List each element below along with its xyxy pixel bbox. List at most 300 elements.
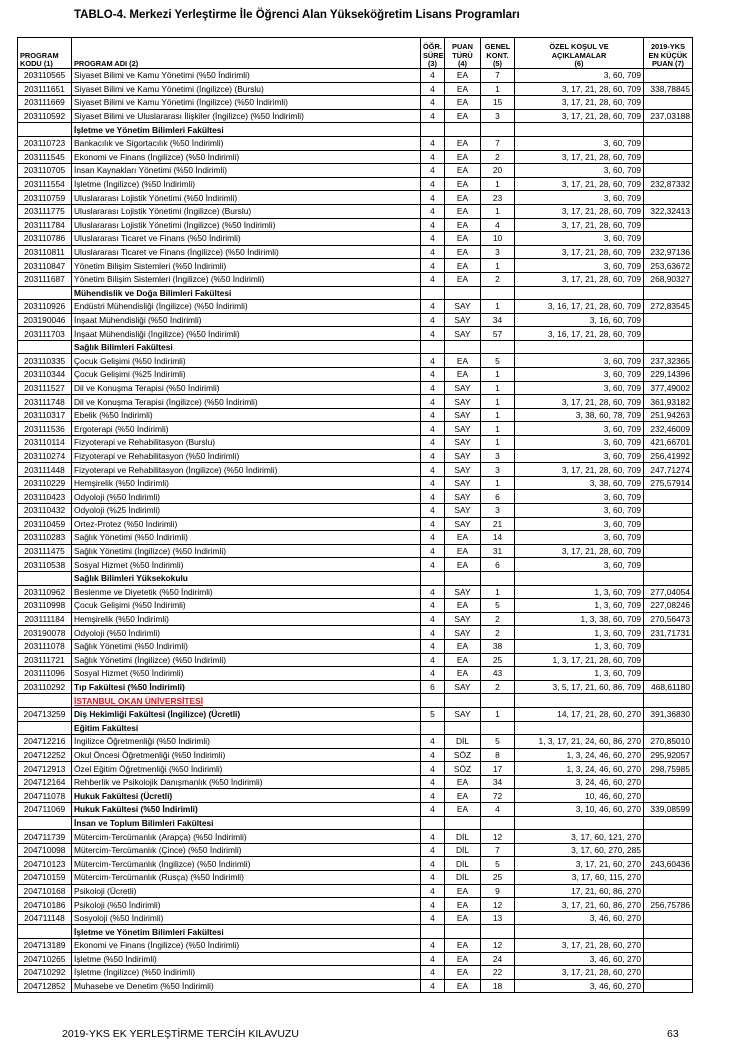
conditions-cell: 3, 60, 709 — [515, 449, 644, 463]
table-row — [18, 599, 693, 613]
program-name-cell: İSTANBUL OKAN ÜNİVERSİTESİ — [72, 694, 421, 708]
min-score-cell: 247,71274 — [644, 463, 693, 477]
min-score-cell — [644, 979, 693, 993]
conditions-cell: 17, 21, 60, 86, 270 — [515, 884, 644, 898]
score-type-cell: EA — [445, 558, 481, 572]
program-name-cell: Hemşirelik (%50 İndirimli) — [72, 612, 421, 626]
min-score-cell — [644, 218, 693, 232]
table-row — [18, 911, 693, 925]
quota-cell: 6 — [481, 558, 515, 572]
conditions-cell — [515, 694, 644, 708]
quota-cell: 1 — [481, 476, 515, 490]
conditions-cell: 14, 17, 21, 28, 60, 270 — [515, 707, 644, 721]
score-type-cell: EA — [445, 354, 481, 368]
min-score-cell — [644, 775, 693, 789]
table-row — [18, 585, 693, 599]
score-type-cell: SAY — [445, 395, 481, 409]
quota-cell: 1 — [481, 436, 515, 450]
min-score-cell: 275,57914 — [644, 476, 693, 490]
program-name-cell: İşletme ve Yönetim Bilimleri Fakültesi — [72, 925, 421, 939]
program-name-cell: Psikoloji (%50 İndirimli) — [72, 898, 421, 912]
conditions-cell: 3, 5, 17, 21, 60, 86, 709 — [515, 680, 644, 694]
score-type-cell — [445, 571, 481, 585]
program-code-cell: 203110926 — [18, 300, 72, 314]
program-code-cell: 203111096 — [18, 667, 72, 681]
score-type-cell — [445, 925, 481, 939]
program-code-cell: 203110292 — [18, 680, 72, 694]
table-row — [18, 136, 693, 150]
program-name-cell: Uluslararası Ticaret ve Finans (%50 İndirimli) — [72, 232, 421, 246]
quota-cell: 24 — [481, 952, 515, 966]
table-row — [18, 408, 693, 422]
quota-cell: 15 — [481, 96, 515, 110]
conditions-cell: 3, 17, 60, 115, 270 — [515, 871, 644, 885]
duration-cell: 4 — [421, 259, 445, 273]
program-name-cell: Sağlık Bilimleri Fakültesi — [72, 340, 421, 354]
program-name-cell: Fizyoterapi ve Rehabilitasyon (İngilizce) (%50 İndirimli) — [72, 463, 421, 477]
quota-cell — [481, 816, 515, 830]
quota-cell: 38 — [481, 639, 515, 653]
program-name-cell: Mütercim-Tercümanlık (Çince) (%50 İndirimli) — [72, 843, 421, 857]
table-row — [18, 639, 693, 653]
table-row — [18, 653, 693, 667]
program-code-cell — [18, 571, 72, 585]
min-score-cell: 232,46009 — [644, 422, 693, 436]
score-type-cell: SAY — [445, 476, 481, 490]
program-code-cell: 203110538 — [18, 558, 72, 572]
min-score-cell: 272,83545 — [644, 300, 693, 314]
program-code-cell: 203111687 — [18, 272, 72, 286]
conditions-cell: 3, 17, 21, 28, 60, 709 — [515, 463, 644, 477]
header-quota: GENEL KONT. (5) — [481, 38, 515, 69]
conditions-cell: 10, 46, 60, 270 — [515, 789, 644, 803]
score-type-cell: EA — [445, 531, 481, 545]
program-code-cell: 203190078 — [18, 626, 72, 640]
conditions-cell: 1, 3, 17, 21, 24, 60, 86, 270 — [515, 735, 644, 749]
table-row — [18, 218, 693, 232]
score-type-cell: SAY — [445, 517, 481, 531]
program-code-cell: 203110592 — [18, 109, 72, 123]
score-type-cell: EA — [445, 653, 481, 667]
score-type-cell: EA — [445, 898, 481, 912]
program-name-cell: Mütercim-Tercümanlık (Arapça) (%50 İndirimli) — [72, 830, 421, 844]
quota-cell: 5 — [481, 599, 515, 613]
program-code-cell: 203111669 — [18, 96, 72, 110]
min-score-cell — [644, 531, 693, 545]
program-code-cell: 204710159 — [18, 871, 72, 885]
program-code-cell: 203110759 — [18, 191, 72, 205]
quota-cell: 1 — [481, 422, 515, 436]
duration-cell: 4 — [421, 300, 445, 314]
program-name-cell: Ortez-Protez (%50 İndirimli) — [72, 517, 421, 531]
quota-cell — [481, 694, 515, 708]
conditions-cell: 1, 3, 60, 709 — [515, 639, 644, 653]
program-name-cell: Mütercim-Tercümanlık (Rusça) (%50 İndirimli) — [72, 871, 421, 885]
min-score-cell: 232,87332 — [644, 177, 693, 191]
quota-cell: 14 — [481, 531, 515, 545]
duration-cell: 4 — [421, 789, 445, 803]
conditions-cell: 3, 60, 709 — [515, 381, 644, 395]
min-score-cell — [644, 286, 693, 300]
min-score-cell — [644, 653, 693, 667]
score-type-cell: EA — [445, 639, 481, 653]
duration-cell: 4 — [421, 898, 445, 912]
program-code-cell: 204710168 — [18, 884, 72, 898]
duration-cell: 4 — [421, 558, 445, 572]
min-score-cell: 391,36830 — [644, 707, 693, 721]
duration-cell: 4 — [421, 69, 445, 83]
quota-cell: 22 — [481, 966, 515, 980]
table-row — [18, 69, 693, 83]
score-type-cell: EA — [445, 939, 481, 953]
program-code-cell: 203111748 — [18, 395, 72, 409]
program-name-cell: Sağlık Yönetimi (%50 İndirimli) — [72, 531, 421, 545]
table-row — [18, 707, 693, 721]
program-code-cell: 203110335 — [18, 354, 72, 368]
conditions-cell: 1, 3, 24, 46, 60, 270 — [515, 762, 644, 776]
conditions-cell: 3, 60, 709 — [515, 232, 644, 246]
program-code-cell: 203110344 — [18, 368, 72, 382]
min-score-cell — [644, 327, 693, 341]
program-code-cell — [18, 816, 72, 830]
program-name-cell: İnsan Kaynakları Yönetimi (%50 İndirimli) — [72, 164, 421, 178]
duration-cell: 4 — [421, 639, 445, 653]
conditions-cell — [515, 286, 644, 300]
min-score-cell — [644, 164, 693, 178]
table-row — [18, 476, 693, 490]
program-code-cell: 203110114 — [18, 436, 72, 450]
min-score-cell — [644, 69, 693, 83]
score-type-cell: DİL — [445, 871, 481, 885]
program-name-cell: Odyoloji (%50 İndirimli) — [72, 490, 421, 504]
program-name-cell: İnsan ve Toplum Bilimleri Fakültesi — [72, 816, 421, 830]
conditions-cell — [515, 571, 644, 585]
min-score-cell: 231,71731 — [644, 626, 693, 640]
quota-cell: 3 — [481, 504, 515, 518]
min-score-cell: 229,14396 — [644, 368, 693, 382]
table-row — [18, 381, 693, 395]
quota-cell: 3 — [481, 449, 515, 463]
duration-cell: 4 — [421, 966, 445, 980]
program-name-cell: Özel Eğitim Öğretmenliği (%50 İndirimli) — [72, 762, 421, 776]
program-code-cell: 203110283 — [18, 531, 72, 545]
faculty-heading-row — [18, 286, 693, 300]
duration-cell: 4 — [421, 327, 445, 341]
program-code-cell: 203110229 — [18, 476, 72, 490]
duration-cell: 4 — [421, 667, 445, 681]
conditions-cell: 3, 24, 46, 60, 270 — [515, 775, 644, 789]
faculty-heading-row — [18, 816, 693, 830]
quota-cell: 25 — [481, 871, 515, 885]
program-code-cell: 204710186 — [18, 898, 72, 912]
program-code-cell: 204710292 — [18, 966, 72, 980]
page-number: 63 — [667, 1028, 679, 1040]
program-name-cell: Odyoloji (%25 İndirimli) — [72, 504, 421, 518]
quota-cell: 20 — [481, 164, 515, 178]
quota-cell — [481, 925, 515, 939]
program-name-cell: Rehberlik ve Psikolojik Danışmanlık (%50 İndirimli) — [72, 775, 421, 789]
conditions-cell: 3, 60, 709 — [515, 259, 644, 273]
program-name-cell: Uluslararası Lojistik Yönetimi (%50 İndirimli) — [72, 191, 421, 205]
conditions-cell: 3, 38, 60, 78, 709 — [515, 408, 644, 422]
min-score-cell — [644, 925, 693, 939]
header-program-code: PROGRAM KODU (1) — [18, 38, 72, 69]
program-code-cell: 203111775 — [18, 204, 72, 218]
header-program-name: PROGRAM ADI (2) — [72, 38, 421, 69]
duration-cell: 4 — [421, 504, 445, 518]
program-name-cell: Mütercim-Tercümanlık (İngilizce) (%50 İndirimli) — [72, 857, 421, 871]
conditions-cell: 3, 16, 17, 21, 28, 60, 709 — [515, 327, 644, 341]
program-name-cell: Çocuk Gelişimi (%50 İndirimli) — [72, 599, 421, 613]
program-code-cell: 204711739 — [18, 830, 72, 844]
table-row — [18, 748, 693, 762]
score-type-cell: SAY — [445, 327, 481, 341]
program-name-cell: Tıp Fakültesi (%50 İndirimli) — [72, 680, 421, 694]
table-row — [18, 177, 693, 191]
score-type-cell: SAY — [445, 422, 481, 436]
table-row — [18, 612, 693, 626]
duration-cell: 4 — [421, 531, 445, 545]
conditions-cell: 3, 10, 46, 60, 270 — [515, 803, 644, 817]
quota-cell — [481, 571, 515, 585]
program-name-cell: Yönetim Bilişim Sistemleri (İngilizce) (%50 İndirimli) — [72, 272, 421, 286]
score-type-cell: EA — [445, 218, 481, 232]
program-code-cell: 203110565 — [18, 69, 72, 83]
quota-cell: 21 — [481, 517, 515, 531]
table-row — [18, 667, 693, 681]
min-score-cell — [644, 966, 693, 980]
quota-cell: 2 — [481, 272, 515, 286]
min-score-cell: 277,04054 — [644, 585, 693, 599]
quota-cell: 1 — [481, 585, 515, 599]
score-type-cell: EA — [445, 191, 481, 205]
quota-cell: 1 — [481, 408, 515, 422]
score-type-cell: SAY — [445, 504, 481, 518]
conditions-cell: 3, 60, 709 — [515, 191, 644, 205]
conditions-cell: 3, 60, 709 — [515, 436, 644, 450]
score-type-cell: SAY — [445, 300, 481, 314]
quota-cell: 12 — [481, 830, 515, 844]
table-row — [18, 191, 693, 205]
program-name-cell: Siyaset Bilimi ve Uluslararası İlişkiler (İngilizce) (%50 İndirimli) — [72, 109, 421, 123]
program-name-cell: Sosyal Hizmet (%50 İndirimli) — [72, 667, 421, 681]
header-conditions: ÖZEL KOŞUL VE AÇIKLAMALAR (6) — [515, 38, 644, 69]
quota-cell: 1 — [481, 381, 515, 395]
program-code-cell: 203110432 — [18, 504, 72, 518]
score-type-cell: SAY — [445, 381, 481, 395]
table-row — [18, 204, 693, 218]
min-score-cell: 270,56473 — [644, 612, 693, 626]
score-type-cell: SAY — [445, 680, 481, 694]
score-type-cell: EA — [445, 109, 481, 123]
quota-cell: 2 — [481, 612, 515, 626]
quota-cell: 12 — [481, 939, 515, 953]
table-row — [18, 966, 693, 980]
table-body — [18, 69, 693, 993]
duration-cell: 4 — [421, 490, 445, 504]
program-code-cell: 203111448 — [18, 463, 72, 477]
table-row — [18, 762, 693, 776]
program-name-cell: Diş Hekimliği Fakültesi (İngilizce) (Ücretli) — [72, 707, 421, 721]
min-score-cell — [644, 871, 693, 885]
program-name-cell: Sağlık Yönetimi (İngilizce) (%50 İndirimli) — [72, 544, 421, 558]
program-name-cell: Muhasebe ve Denetim (%50 İndirimli) — [72, 979, 421, 993]
table-row — [18, 96, 693, 110]
table-row — [18, 109, 693, 123]
quota-cell: 3 — [481, 463, 515, 477]
table-row — [18, 857, 693, 871]
conditions-cell: 3, 17, 21, 28, 60, 709 — [515, 109, 644, 123]
duration-cell: 4 — [421, 843, 445, 857]
conditions-cell: 3, 17, 21, 60, 270 — [515, 857, 644, 871]
score-type-cell: SÖZ — [445, 762, 481, 776]
conditions-cell: 1, 3, 24, 46, 60, 270 — [515, 748, 644, 762]
min-score-cell: 256,41992 — [644, 449, 693, 463]
min-score-cell — [644, 517, 693, 531]
table-row — [18, 871, 693, 885]
program-name-cell: Hukuk Fakültesi (%50 İndirimli) — [72, 803, 421, 817]
program-name-cell: Psikoloji (Ücretli) — [72, 884, 421, 898]
program-code-cell: 203111078 — [18, 639, 72, 653]
conditions-cell: 1, 3, 60, 709 — [515, 585, 644, 599]
program-code-cell: 204712913 — [18, 762, 72, 776]
table-row — [18, 272, 693, 286]
duration-cell: 4 — [421, 82, 445, 96]
table-row — [18, 789, 693, 803]
min-score-cell — [644, 136, 693, 150]
duration-cell: 4 — [421, 204, 445, 218]
conditions-cell: 3, 17, 21, 60, 86, 270 — [515, 898, 644, 912]
quota-cell: 5 — [481, 857, 515, 871]
program-name-cell: Uluslararası Ticaret ve Finans (İngilizce) (%50 İndirimli) — [72, 245, 421, 259]
table-row — [18, 449, 693, 463]
faculty-heading-row — [18, 571, 693, 585]
quota-cell: 7 — [481, 69, 515, 83]
program-name-cell: Siyaset Bilimi ve Kamu Yönetimi (İngilizce) (%50 İndirimli) — [72, 96, 421, 110]
duration-cell: 4 — [421, 775, 445, 789]
duration-cell — [421, 816, 445, 830]
score-type-cell: EA — [445, 150, 481, 164]
conditions-cell: 3, 17, 21, 28, 60, 270 — [515, 966, 644, 980]
score-type-cell: DİL — [445, 830, 481, 844]
program-name-cell: Eğitim Fakültesi — [72, 721, 421, 735]
min-score-cell: 232,97136 — [644, 245, 693, 259]
program-name-cell: İnşaat Mühendisliği (%50 İndirimli) — [72, 313, 421, 327]
table-row — [18, 327, 693, 341]
min-score-cell — [644, 694, 693, 708]
conditions-cell: 3, 60, 709 — [515, 531, 644, 545]
duration-cell: 4 — [421, 272, 445, 286]
program-name-cell: İşletme (%50 İndirimli) — [72, 952, 421, 966]
program-name-cell: Beslenme ve Diyetetik (%50 İndirimli) — [72, 585, 421, 599]
program-name-cell: İşletme ve Yönetim Bilimleri Fakültesi — [72, 123, 421, 137]
duration-cell — [421, 340, 445, 354]
min-score-cell — [644, 952, 693, 966]
table-row — [18, 463, 693, 477]
conditions-cell: 3, 16, 17, 21, 28, 60, 709 — [515, 300, 644, 314]
quota-cell: 1 — [481, 177, 515, 191]
university-heading-row — [18, 694, 693, 708]
duration-cell: 4 — [421, 449, 445, 463]
duration-cell: 4 — [421, 871, 445, 885]
program-code-cell: 204710098 — [18, 843, 72, 857]
duration-cell: 4 — [421, 911, 445, 925]
quota-cell: 13 — [481, 911, 515, 925]
program-code-cell: 203111527 — [18, 381, 72, 395]
table-row — [18, 313, 693, 327]
duration-cell — [421, 721, 445, 735]
program-code-cell: 204713189 — [18, 939, 72, 953]
program-code-cell: 203111651 — [18, 82, 72, 96]
duration-cell — [421, 286, 445, 300]
table-row — [18, 259, 693, 273]
conditions-cell: 3, 16, 60, 709 — [515, 313, 644, 327]
duration-cell: 4 — [421, 177, 445, 191]
program-name-cell: Siyaset Bilimi ve Kamu Yönetimi (%50 İndirimli) — [72, 69, 421, 83]
score-type-cell: SAY — [445, 707, 481, 721]
score-type-cell: EA — [445, 164, 481, 178]
min-score-cell: 270,85010 — [644, 735, 693, 749]
score-type-cell: EA — [445, 259, 481, 273]
score-type-cell — [445, 286, 481, 300]
score-type-cell: EA — [445, 911, 481, 925]
program-name-cell: Çocuk Gelişimi (%50 İndirimli) — [72, 354, 421, 368]
min-score-cell: 377,49002 — [644, 381, 693, 395]
table-row — [18, 150, 693, 164]
score-type-cell: SAY — [445, 585, 481, 599]
table-row — [18, 939, 693, 953]
table-row — [18, 558, 693, 572]
duration-cell — [421, 123, 445, 137]
conditions-cell: 1, 3, 17, 21, 28, 60, 709 — [515, 653, 644, 667]
table-row — [18, 830, 693, 844]
table-row — [18, 803, 693, 817]
program-name-cell: Uluslararası Lojistik Yönetimi (İngilizce) (%50 İndirimli) — [72, 218, 421, 232]
quota-cell: 1 — [481, 707, 515, 721]
footer-guide-title: 2019-YKS EK YERLEŞTİRME TERCİH KILAVUZU — [62, 1028, 299, 1040]
conditions-cell: 3, 17, 21, 28, 60, 709 — [515, 177, 644, 191]
min-score-cell — [644, 490, 693, 504]
score-type-cell: EA — [445, 599, 481, 613]
score-type-cell — [445, 721, 481, 735]
score-type-cell — [445, 694, 481, 708]
conditions-cell — [515, 340, 644, 354]
score-type-cell: EA — [445, 177, 481, 191]
min-score-cell: 251,94263 — [644, 408, 693, 422]
table-row — [18, 775, 693, 789]
quota-cell: 12 — [481, 898, 515, 912]
duration-cell: 4 — [421, 517, 445, 531]
programs-table — [17, 37, 693, 993]
duration-cell: 4 — [421, 803, 445, 817]
program-code-cell: 203111184 — [18, 612, 72, 626]
table-row — [18, 898, 693, 912]
program-code-cell: 204712852 — [18, 979, 72, 993]
program-name-cell: Mühendislik ve Doğa Bilimleri Fakültesi — [72, 286, 421, 300]
quota-cell: 3 — [481, 245, 515, 259]
program-name-cell: İşletme (İngilizce) (%50 İndirimli) — [72, 177, 421, 191]
faculty-heading-row — [18, 925, 693, 939]
quota-cell: 18 — [481, 979, 515, 993]
min-score-cell — [644, 843, 693, 857]
duration-cell: 6 — [421, 680, 445, 694]
quota-cell: 5 — [481, 354, 515, 368]
duration-cell: 4 — [421, 830, 445, 844]
table-row — [18, 735, 693, 749]
conditions-cell: 3, 38, 60, 709 — [515, 476, 644, 490]
table-row — [18, 82, 693, 96]
score-type-cell: EA — [445, 966, 481, 980]
